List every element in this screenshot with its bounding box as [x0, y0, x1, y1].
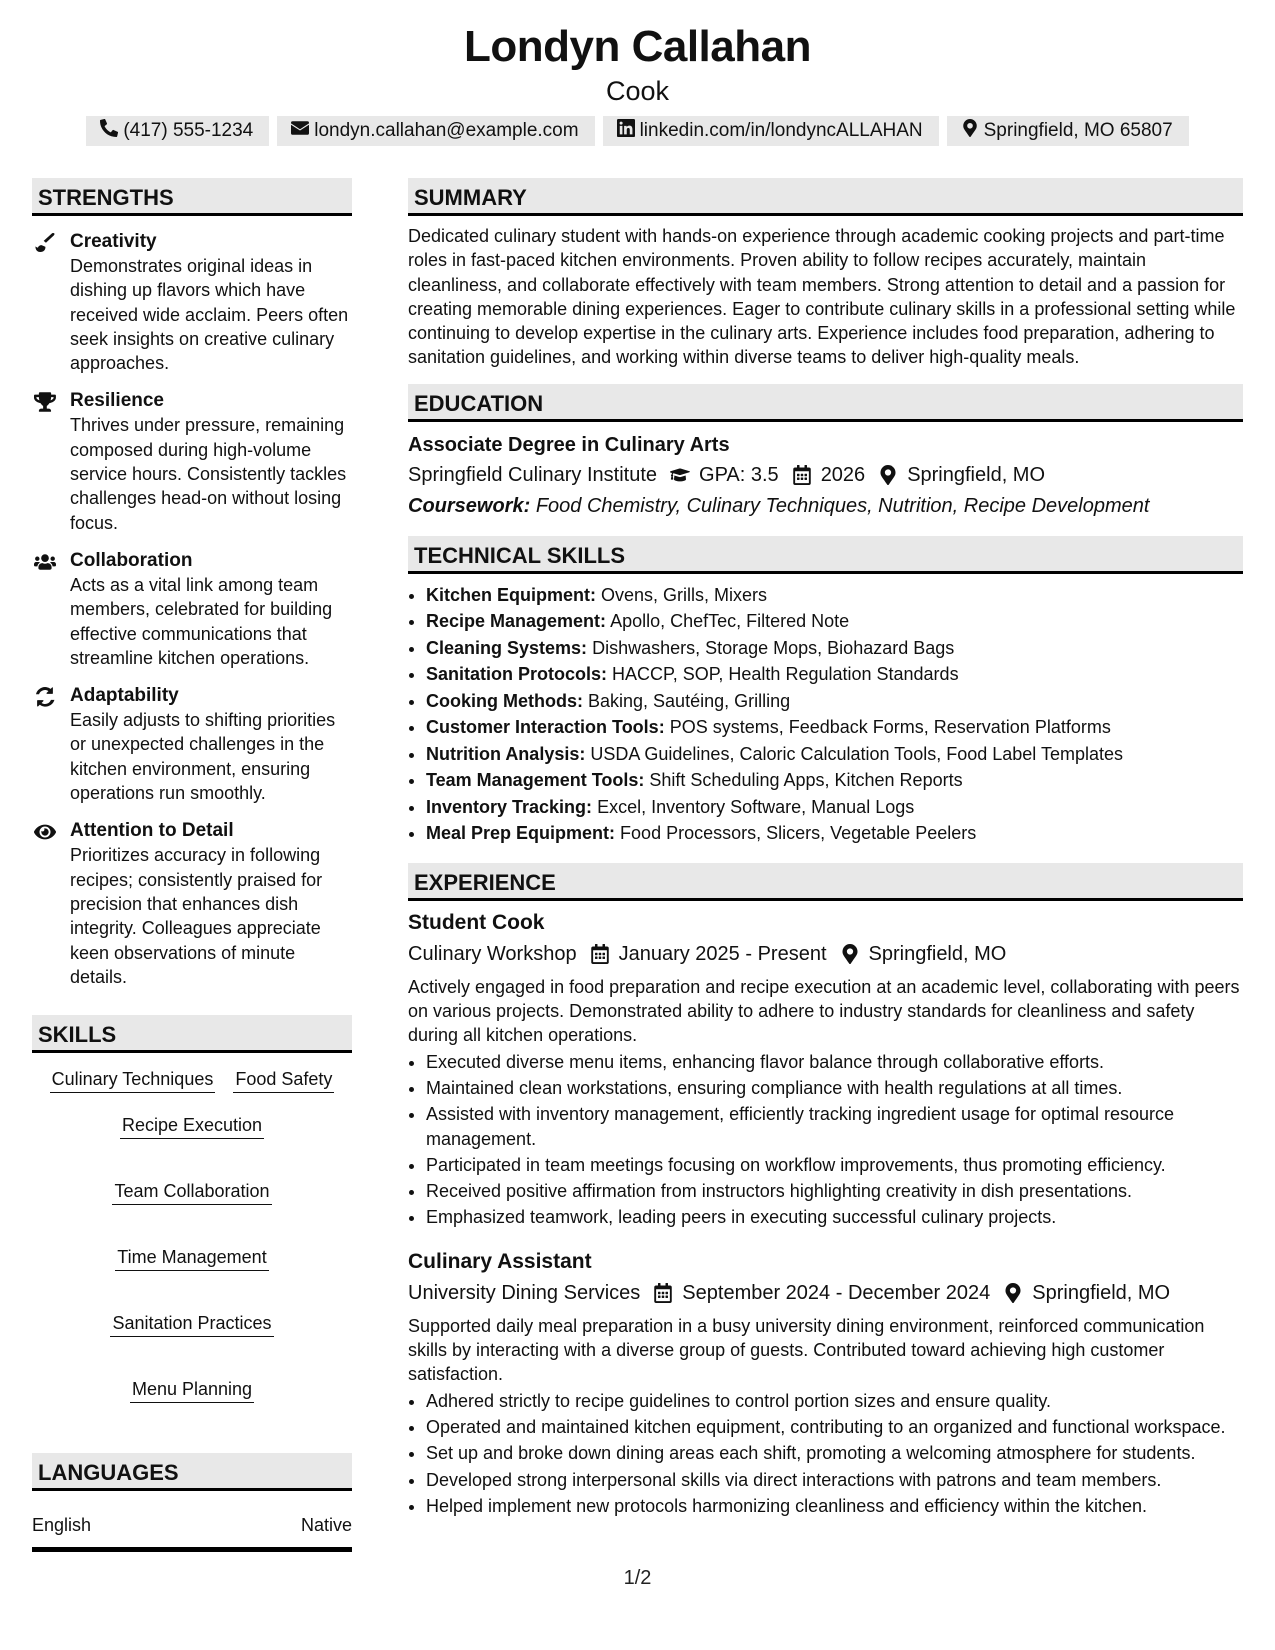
left-column	[32, 178, 352, 1552]
experience-heading: EXPERIENCE	[408, 863, 1243, 901]
summary-heading: SUMMARY	[408, 178, 1243, 216]
calendar-icon	[652, 1282, 674, 1304]
job-bullets	[408, 1389, 1243, 1518]
language-name: English	[32, 1515, 92, 1536]
paintbrush-icon	[32, 230, 70, 375]
tech-skill-item	[426, 820, 1243, 847]
tech-skill-item	[426, 635, 1243, 662]
education-heading: EDUCATION	[408, 384, 1243, 422]
tech-skill-label: Recipe Management:	[426, 611, 607, 632]
tech-skill-label: Cooking Methods:	[426, 690, 583, 711]
technical-skills-heading: TECHNICAL SKILLS	[408, 536, 1243, 574]
map-pin-icon	[961, 119, 979, 143]
envelope-icon	[291, 119, 309, 143]
job-bullets	[408, 1050, 1243, 1230]
skill-tag: Team Collaboration	[112, 1179, 271, 1205]
linkedin-icon	[617, 119, 635, 143]
contact-email-text: londyn.callahan@example.com	[314, 120, 579, 141]
skills-list	[32, 1067, 352, 1403]
calendar-icon	[589, 943, 611, 965]
education-location: Springfield, MO	[907, 463, 1046, 486]
job-entry	[408, 1248, 1243, 1518]
skill-tag: Culinary Techniques	[50, 1067, 216, 1093]
language-level: Native	[300, 1515, 352, 1536]
contact-location-text: Springfield, MO 65807	[983, 120, 1173, 141]
tech-skill-value: Dishwashers, Storage Mops, Biohazard Bags	[592, 637, 955, 658]
strength-title: Creativity	[70, 231, 157, 252]
job-bullet: • Adhered strictly to recipe guidelines to control portion sizes and ensure quality.	[426, 1389, 1243, 1413]
job-meta	[408, 1278, 1243, 1308]
tech-skill-item	[426, 741, 1243, 768]
resume-header	[0, 20, 1275, 146]
contact-linkedin-text: linkedin.com/in/londyncALLAHAN	[639, 120, 923, 141]
job-company: Culinary Workshop	[408, 942, 577, 965]
job-bullet: • Executed diverse menu items, enhancing flavor balance through collaborative efforts.	[426, 1050, 1243, 1074]
tech-skill-value: USDA Guidelines, Caloric Calculation Tools, Food Label Templates	[590, 743, 1123, 764]
job-title: Culinary Assistant	[408, 1249, 592, 1273]
job-dates: September 2024 - December 2024	[682, 1281, 991, 1304]
candidate-role: Cook	[605, 76, 670, 106]
contact-location	[947, 116, 1189, 146]
tech-skill-label: Cleaning Systems:	[426, 637, 588, 658]
technical-skills-list	[408, 582, 1243, 847]
language-row	[32, 1513, 352, 1552]
tech-skill-value: POS systems, Feedback Forms, Reservation Platforms	[669, 717, 1111, 738]
education-gpa: GPA: 3.5	[699, 463, 779, 486]
tech-skill-item	[426, 767, 1243, 794]
skill-tag: Food Safety	[233, 1067, 334, 1093]
coursework-label: Coursework:	[408, 494, 531, 517]
phone-icon	[100, 119, 118, 143]
tech-skill-value: Apollo, ChefTec, Filtered Note	[610, 611, 850, 632]
tech-skill-item	[426, 688, 1243, 715]
strength-title: Resilience	[70, 390, 164, 412]
strength-desc: Demonstrates original ideas in dishing up flavors which have received wide acclaim. Peers often seek insights on creative culinary approaches.	[70, 256, 349, 374]
summary-text: Dedicated culinary student with hands-on experience through academic cooking projects and part-time roles in fast-paced kitchen environments. Proven ability to follow recipes accurately, maintain cleanliness, and collaborate effectively with team members. Strong attention to detail and a passion for creating memorable dining experiences. Eager to contribute culinary skills in a professional setting while continuing to develop expertise in the culinary arts. Experience includes food preparation, adhering to sanitation guidelines, and working within diverse teams to deliver high-quality meals.	[408, 226, 1236, 368]
job-location: Springfield, MO	[1032, 1281, 1171, 1304]
tech-skill-value: Food Processors, Slicers, Vegetable Peelers	[620, 823, 977, 844]
tech-skill-value: Excel, Inventory Software, Manual Logs	[597, 796, 915, 817]
tech-skill-value: Baking, Sautéing, Grilling	[588, 690, 791, 711]
contact-linkedin	[603, 116, 939, 146]
skill-tag: Sanitation Practices	[110, 1311, 273, 1337]
job-bullet: • Helped implement new protocols harmonizing cleanliness and efficiency within the kitchen.	[426, 1494, 1243, 1518]
job-bullet: • Operated and maintained kitchen equipment, contributing to an organized and functional workspace.	[426, 1415, 1243, 1439]
job-company: University Dining Services	[408, 1281, 641, 1304]
job-bullet: • Set up and broke down dining areas each shift, promoting a welcoming atmosphere for students.	[426, 1441, 1243, 1465]
job-entry	[408, 909, 1243, 1230]
strength-title: Attention to Detail	[70, 820, 234, 842]
strength-title: Collaboration	[70, 549, 193, 571]
users-icon	[32, 549, 70, 670]
job-description: Actively engaged in food preparation and recipe execution at an academic level, collaborating with peers on various projects. Demonstrated ability to adhere to industry standards for cleanliness and safety during all kitchen operations.	[408, 976, 1240, 1046]
coursework-text: Food Chemistry, Culinary Techniques, Nutrition, Recipe Development	[535, 494, 1150, 517]
strength-item	[32, 684, 352, 805]
languages-heading: LANGUAGES	[32, 1453, 352, 1491]
skills-heading: SKILLS	[32, 1015, 352, 1053]
tech-skill-value: Ovens, Grills, Mixers	[601, 584, 768, 605]
contact-phone-text: (417) 555-1234	[123, 120, 254, 141]
strength-item	[32, 389, 352, 534]
education-coursework	[408, 492, 1243, 520]
tech-skill-label: Team Management Tools:	[426, 770, 645, 791]
job-dates: January 2025 - Present	[618, 942, 827, 965]
candidate-name: Londyn Callahan	[464, 22, 811, 71]
job-bullet: • Developed strong interpersonal skills via direct interactions with patrons and team members.	[426, 1468, 1243, 1492]
tech-skill-label: Sanitation Protocols:	[426, 664, 608, 685]
job-bullet: • Emphasized teamwork, leading peers in executing successful culinary projects.	[426, 1205, 1243, 1229]
tech-skill-item	[426, 714, 1243, 741]
strength-desc: Acts as a vital link among team members, celebrated for building effective communications that streamline kitchen operations.	[70, 574, 333, 668]
strength-item	[32, 549, 352, 670]
strength-desc: Easily adjusts to shifting priorities or unexpected challenges in the kitchen environment, ensuring operations run smoothly.	[70, 710, 336, 804]
strength-item	[32, 819, 352, 989]
job-title: Student Cook	[408, 910, 545, 934]
tech-skill-item	[426, 582, 1243, 609]
education-school: Springfield Culinary Institute	[408, 463, 658, 486]
contact-email	[277, 116, 594, 146]
page-number: 1/2	[623, 1567, 652, 1589]
strength-desc: Prioritizes accuracy in following recipes; consistently praised for precision that enhances dish integrity. Colleagues appreciate keen observations of minute details.	[70, 845, 323, 987]
right-column	[408, 178, 1243, 1518]
calendar-icon	[791, 464, 813, 486]
strength-item	[32, 230, 352, 375]
skill-tag: Recipe Execution	[120, 1113, 264, 1139]
tech-skill-label: Inventory Tracking:	[426, 796, 593, 817]
job-bullet: • Maintained clean workstations, ensuring compliance with health regulations at all times.	[426, 1076, 1243, 1100]
contact-phone	[86, 116, 269, 146]
sync-icon	[32, 684, 70, 805]
job-bullet: • Assisted with inventory management, efficiently tracking ingredient usage for optimal resource management.	[426, 1102, 1243, 1151]
strengths-heading: STRENGTHS	[32, 178, 352, 216]
tech-skill-label: Meal Prep Equipment:	[426, 823, 616, 844]
graduation-cap-icon	[669, 464, 691, 486]
strength-desc: Thrives under pressure, remaining composed during high-volume service hours. Consistently tackles challenges head-on without losing focus.	[70, 415, 347, 533]
job-bullet: • Participated in team meetings focusing on workflow improvements, thus promoting efficiency.	[426, 1153, 1243, 1177]
skill-tag: Menu Planning	[130, 1377, 254, 1403]
eye-icon	[32, 819, 70, 989]
tech-skill-item	[426, 608, 1243, 635]
strength-title: Adaptability	[70, 685, 179, 707]
tech-skill-item	[426, 661, 1243, 688]
map-pin-icon	[1002, 1282, 1024, 1304]
map-pin-icon	[839, 943, 861, 965]
education-degree: Associate Degree in Culinary Arts	[408, 433, 730, 456]
tech-skill-label: Nutrition Analysis:	[426, 743, 586, 764]
job-description: Supported daily meal preparation in a busy university dining environment, reinforced communication skills by interacting with a diverse group of guests. Contributed toward achieving high customer satisfaction.	[408, 1315, 1205, 1385]
contact-bar	[0, 116, 1275, 146]
skill-tag: Time Management	[115, 1245, 268, 1271]
tech-skill-value: HACCP, SOP, Health Regulation Standards	[612, 664, 959, 685]
job-bullet: • Received positive affirmation from instructors highlighting creativity in dish presentations.	[426, 1179, 1243, 1203]
tech-skill-value: Shift Scheduling Apps, Kitchen Reports	[649, 770, 963, 791]
education-meta	[408, 460, 1243, 490]
tech-skill-label: Customer Interaction Tools:	[426, 717, 665, 738]
tech-skill-item	[426, 794, 1243, 821]
job-location: Springfield, MO	[868, 942, 1007, 965]
education-year: 2026	[820, 463, 866, 486]
job-meta	[408, 939, 1243, 969]
trophy-icon	[32, 389, 70, 534]
map-pin-icon	[877, 464, 899, 486]
tech-skill-label: Kitchen Equipment:	[426, 584, 596, 605]
